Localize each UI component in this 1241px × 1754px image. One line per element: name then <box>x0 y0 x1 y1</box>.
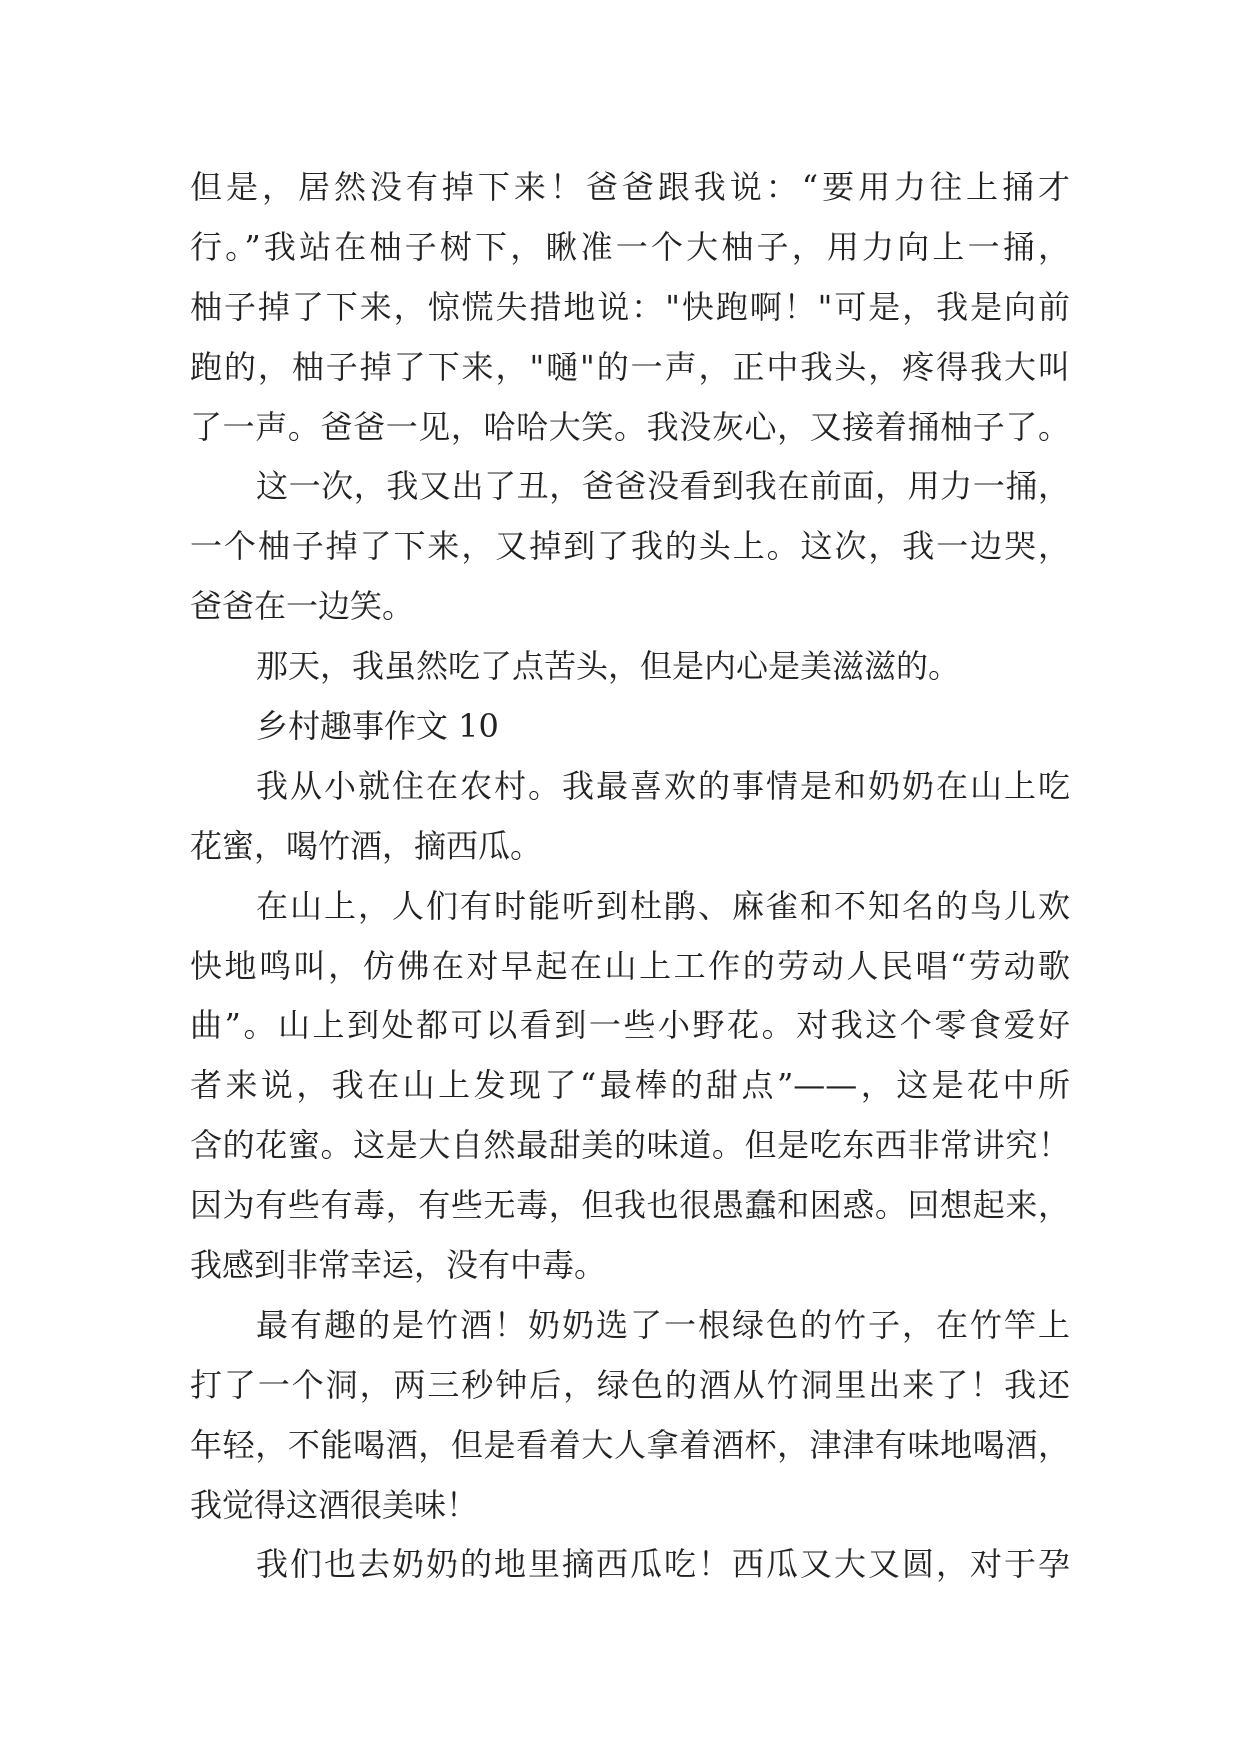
text-line: 爸爸在一边笑。 <box>190 587 415 626</box>
text-line: 因为有些有毒，有些无毒，但我也很愚蠢和困惑。回想起来， <box>190 1186 1070 1225</box>
text-line: 了一声。爸爸一见，哈哈大笑。我没灰心，又接着捅柚子了。 <box>190 407 1070 446</box>
text-line: 但是，居然没有掉下来！爸爸跟我说：“要用力往上捅才 <box>190 168 1070 206</box>
text-line: 我感到非常幸运，没有中毒。 <box>190 1246 607 1285</box>
text-line: 柚子掉了下来，惊慌失措地说："快跑啊！"可是，我是向前 <box>190 287 1070 326</box>
text-line: 这一次，我又出了丑，爸爸没看到我在前面，用力一捅， <box>256 467 1070 506</box>
text-line: 我觉得这酒很美味！ <box>190 1485 479 1524</box>
text-line: 那天，我虽然吃了点苦头，但是内心是美滋滋的。 <box>256 647 961 686</box>
document-body <box>190 158 1070 1595</box>
text-line: 者来说，我在山上发现了“最棒的甜点”——，这是花中所 <box>190 1066 1070 1105</box>
text-line: 含的花蜜。这是大自然最甜美的味道。但是吃东西非常讲究！ <box>190 1126 1070 1165</box>
text-line: 跑的，柚子掉了下来，"嗵"的一声，正中我头，疼得我大叫 <box>190 347 1070 386</box>
text-line: 年轻，不能喝酒，但是看着大人拿着酒杯，津津有味地喝酒， <box>190 1425 1070 1464</box>
text-line: 曲”。山上到处都可以看到一些小野花。对我这个零食爱好 <box>190 1006 1070 1045</box>
text-line: 花蜜，喝竹酒，摘西瓜。 <box>190 826 543 865</box>
text-line: 乡村趣事作文 10 <box>256 707 499 746</box>
text-line: 打了一个洞，两三秒钟后，绿色的酒从竹洞里出来了！我还 <box>190 1365 1070 1404</box>
text-line: 一个柚子掉了下来，又掉到了我的头上。这次，我一边哭， <box>190 527 1070 566</box>
text-line: 在山上，人们有时能听到杜鹃、麻雀和不知名的鸟儿欢 <box>256 886 1070 925</box>
text-line: 行。”我站在柚子树下，瞅准一个大柚子，用力向上一捅， <box>190 227 1070 266</box>
text-line: 我们也去奶奶的地里摘西瓜吃！西瓜又大又圆，对于孕 <box>256 1545 1070 1584</box>
text-line: 快地鸣叫，仿佛在对早起在山上工作的劳动人民唱“劳动歌 <box>190 946 1070 985</box>
text-line: 最有趣的是竹酒！奶奶选了一根绿色的竹子，在竹竿上 <box>256 1305 1070 1344</box>
text-line: 我从小就住在农村。我最喜欢的事情是和奶奶在山上吃 <box>256 766 1070 805</box>
